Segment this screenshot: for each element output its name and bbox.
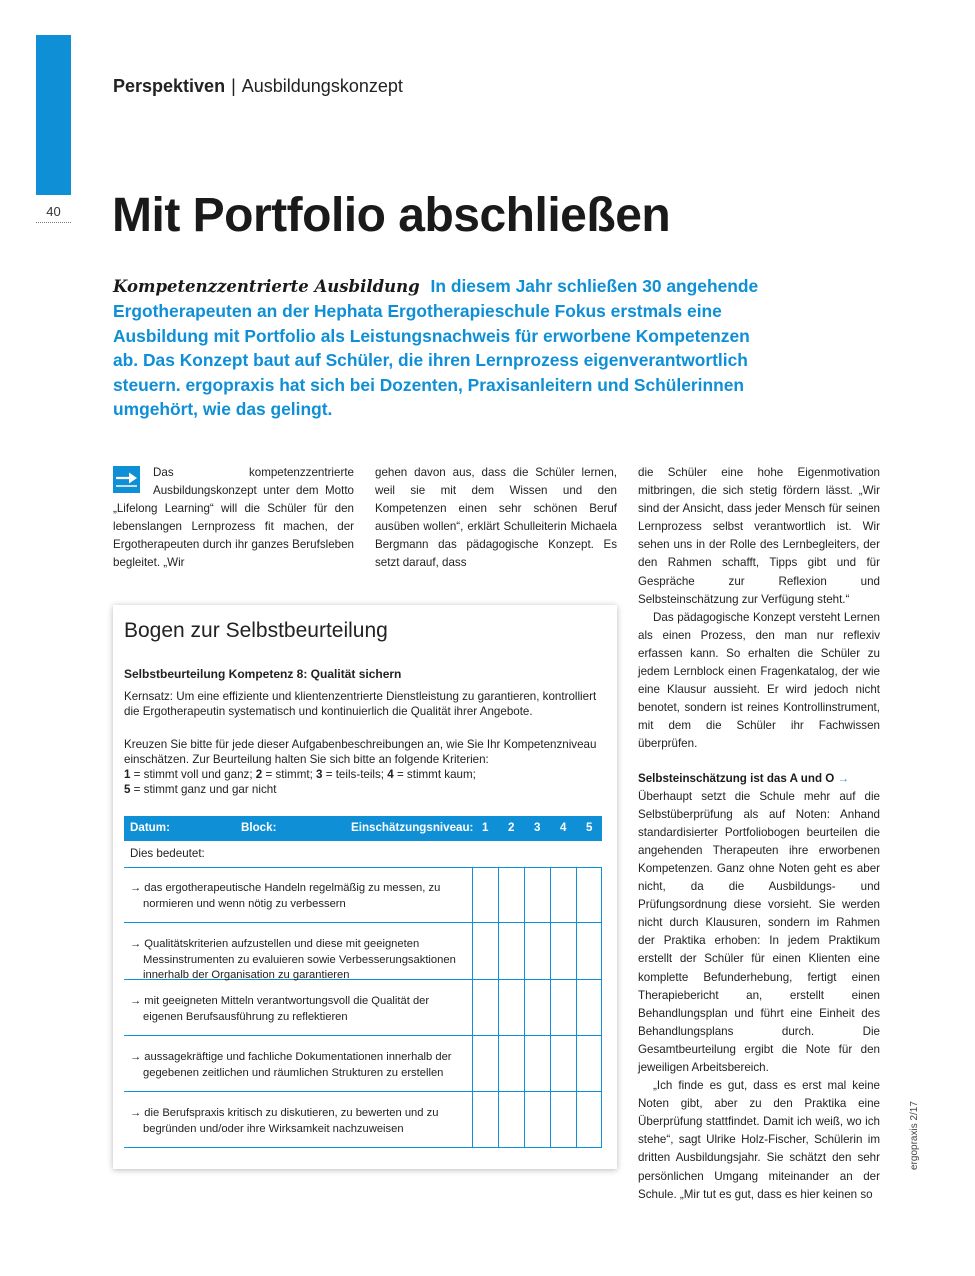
box-title: Bogen zur Selbstbeurteilung xyxy=(124,619,388,642)
criterion-text: = stimmt voll und ganz; xyxy=(130,768,256,781)
table-row xyxy=(124,1092,602,1148)
body-paragraph: Überhaupt setzt die Schule mehr auf die Selbstüberprüfung als auf Noten: Anhand standardisierter Portfoliobogen beurteilen die angehenden Therapeuten ihre erworbenen Kompetenzen. Ganz ohne Noten geht es aber nicht, da die Ausbildungs- und Prüfungsordnung diese vorsieht. Sie werden nicht durch Klausuren, sondern im Rahmen der Praktika erhoben: In jedem Praktikum erstellt der Schüler für einen Klienten eine komplette Befunderhebung, fertigt einen Therapiebericht an, erstellt einen Behandlungsplan und führt eine Einheit des Behandlungsplans durch. Die Gesamtbeurteilung ergibt die Note für den jeweiligen Arbeitsbereich. xyxy=(638,789,880,1074)
criterion-text: = stimmt; xyxy=(262,768,317,781)
rating-cell-2[interactable] xyxy=(498,867,524,922)
row-text: → aussagekräftige und fachliche Dokumentationen innerhalb der gegebenen zeitlichen und räumlichen Strukturen zu erstellen xyxy=(130,1051,452,1079)
row-text: → mit geeigneten Mitteln verantwortungsvoll die Qualität der eigenen Berufsausführung zu reflektieren xyxy=(130,995,430,1023)
self-assessment-box xyxy=(113,605,617,1169)
row-text: → das ergotherapeutische Handeln regelmäßig zu messen, zu normieren und wenn nötig zu verbessern xyxy=(130,882,441,910)
body-paragraph: Das pädagogische Konzept versteht Lernen als einen Prozess, den man nur reflexiv erfassen kann. So erhalten die Schüler zu jedem Lernblock einen Fragenkatalog, der wie eine Klausur aussieht. Er wird jedoch nicht benotet, sondern ist reines Kontrollinstrument, mit dem die Schüler ihr Fachwissen überprüfen. xyxy=(638,610,880,751)
row-text: → Qualitätskriterien aufzustellen und diese mit geeigneten Messinstrumenten zu evaluieren sowie Verbesserungsaktionen innerhalb der Organisation zu garantieren xyxy=(130,938,456,981)
header-date: Datum: xyxy=(130,821,170,834)
section-color-bar xyxy=(36,35,71,195)
header-level: Einschätzungsniveau: xyxy=(351,821,474,834)
rating-cell-4[interactable] xyxy=(550,980,576,1035)
rating-cell-1[interactable] xyxy=(472,1092,498,1147)
criterion-number: 2 xyxy=(255,768,263,781)
rating-cell-1[interactable] xyxy=(472,1036,498,1091)
article-title: Mit Portfolio abschließen xyxy=(112,189,671,242)
header-block: Block: xyxy=(241,821,277,834)
rating-cell-3[interactable] xyxy=(524,980,550,1035)
rating-cell-2[interactable] xyxy=(498,923,524,979)
rating-cell-4[interactable] xyxy=(550,923,576,979)
body-paragraph: Das kompetenzzentrierte Ausbildungskonzept unter dem Motto „Lifelong Learning“ will die Schüler für den lebenslangen Lernprozess fit machen, der Ergotherapeuten durch ihr ganzes Berufsleben begleitet. „Wir xyxy=(113,466,354,570)
header-level-3: 3 xyxy=(534,821,541,834)
criterion-text: = teils-teils; xyxy=(322,768,388,781)
instruction-text: Kreuzen Sie bitte für jede dieser Aufgabenbeschreibungen an, wie Sie Ihr Kompetenzniveau einschätzen. Zur Beurteilung halten Sie sich bitte an folgende Kriterien: xyxy=(124,738,597,766)
article-kicker: Kompetenzzentrierte Ausbildung xyxy=(113,277,420,296)
table-row xyxy=(124,980,602,1036)
body-paragraph: „Ich finde es gut, dass es erst mal keine Noten gibt, aber zu den Praktika eine Überprüfung stattfindet. Damit ich weiß, wo ich stehe“, sagt Ulrike Holz-Fischer, Schülerin im dritten Ausbildungsjahr. Sie schätzt den sehr persönlichen Umgang miteinander an der Schule. „Mir tut es gut, dass es hier keinen so xyxy=(638,1079,880,1201)
page-number-divider xyxy=(36,222,71,223)
criterion-number: 5 xyxy=(124,783,131,796)
page-number: 40 xyxy=(46,204,61,219)
subheading-text: Selbsteinschätzung ist das A und O xyxy=(638,771,835,785)
row-text: → die Berufspraxis kritisch zu diskutieren, zu bewerten und zu begründen und/oder ihre Wirksamkeit nachzuweisen xyxy=(130,1107,439,1135)
rating-cell-3[interactable] xyxy=(524,1092,550,1147)
rating-cell-3[interactable] xyxy=(524,867,550,922)
table-row xyxy=(124,867,602,923)
rating-cell-4[interactable] xyxy=(550,1036,576,1091)
table-means-label: Dies bedeutet: xyxy=(130,847,205,860)
rating-cell-1[interactable] xyxy=(472,923,498,979)
header-level-2: 2 xyxy=(508,821,515,834)
rating-cell-3[interactable] xyxy=(524,1036,550,1091)
criterion-text: = stimmt kaum; xyxy=(393,768,476,781)
header-level-4: 4 xyxy=(560,821,567,834)
rating-cell-2[interactable] xyxy=(498,1092,524,1147)
lead-text: In diesem Jahr schließen 30 angehende Ergotherapeuten an der Hephata Ergotherapieschule Fokus erstmals eine Ausbildung mit Portfolio als Leistungsnachweis für erworbene Kompetenzen ab. Das Konzept baut auf Schüler, die ihren Lernprozess eigenverantwortlich steuern. ergopraxis hat sich bei Dozenten, Praxisanleitern und Schülerinnen umgehört, wie das gelingt. xyxy=(113,276,759,420)
body-column-3 xyxy=(638,464,880,1204)
table-row xyxy=(124,1036,602,1092)
body-column-1 xyxy=(113,464,354,573)
box-subtitle: Selbstbeurteilung Kompetenz 8: Qualität sichern xyxy=(124,667,402,681)
rating-cell-2[interactable] xyxy=(498,980,524,1035)
header-level-5: 5 xyxy=(586,821,593,834)
body-column-2 xyxy=(375,464,617,573)
header-subsection: Ausbildungskonzept xyxy=(241,76,403,96)
rating-cell-5[interactable] xyxy=(576,1092,602,1147)
arrow-right-icon xyxy=(113,466,140,493)
rating-cell-4[interactable] xyxy=(550,1092,576,1147)
criterion-number: 1 xyxy=(124,768,131,781)
running-header xyxy=(113,76,403,97)
header-separator: | xyxy=(231,76,236,96)
rating-cell-5[interactable] xyxy=(576,867,602,922)
criterion-number: 4 xyxy=(387,768,394,781)
header-section: Perspektiven xyxy=(113,76,226,96)
journal-footer: ergopraxis 2/17 xyxy=(909,1101,920,1170)
rating-cell-5[interactable] xyxy=(576,980,602,1035)
box-kernsatz: Kernsatz: Um eine effiziente und klientenzentrierte Dienstleistung zu garantieren, kontrolliert die Ergotherapeutin systematisch und kontinuierlich die Qualität ihrer Angebote. xyxy=(124,690,597,718)
criterion-number: 3 xyxy=(316,768,323,781)
criterion-text: = stimmt ganz und gar nicht xyxy=(130,783,277,796)
table-row xyxy=(124,923,602,980)
header-level-1: 1 xyxy=(482,821,489,834)
rating-cell-5[interactable] xyxy=(576,923,602,979)
body-paragraph: die Schüler eine hohe Eigenmotivation mitbringen, die sich stetig fördern lässt. „Wir sind der Ansicht, dass jeder Mensch für seinen Lernprozess selbst verantwortlich ist. Wir sehen uns in der Rolle des Lernbegleiters, der den Rahmen schafft, Tipps gibt und für Gespräche zur Reflexion und Selbsteinschätzung zur Verfügung steht.“ xyxy=(638,466,880,606)
rating-cell-3[interactable] xyxy=(524,923,550,979)
rating-cell-4[interactable] xyxy=(550,867,576,922)
body-paragraph: gehen davon aus, dass die Schüler lernen, weil sie mit dem Wissen und den Kompetenzen einen sehr schönen Beruf ausüben wollen“, erklärt Schulleiterin Michaela Bergmann das pädagogische Konzept. Es setzt darauf, dass xyxy=(375,466,617,570)
arrow-icon: → xyxy=(837,771,850,785)
box-instruction xyxy=(124,737,604,797)
section-subheading xyxy=(638,770,880,788)
article-lead xyxy=(113,274,763,421)
rating-cell-1[interactable] xyxy=(472,867,498,922)
rating-cell-2[interactable] xyxy=(498,1036,524,1091)
table-header xyxy=(124,816,602,841)
rating-cell-1[interactable] xyxy=(472,980,498,1035)
rating-cell-5[interactable] xyxy=(576,1036,602,1091)
